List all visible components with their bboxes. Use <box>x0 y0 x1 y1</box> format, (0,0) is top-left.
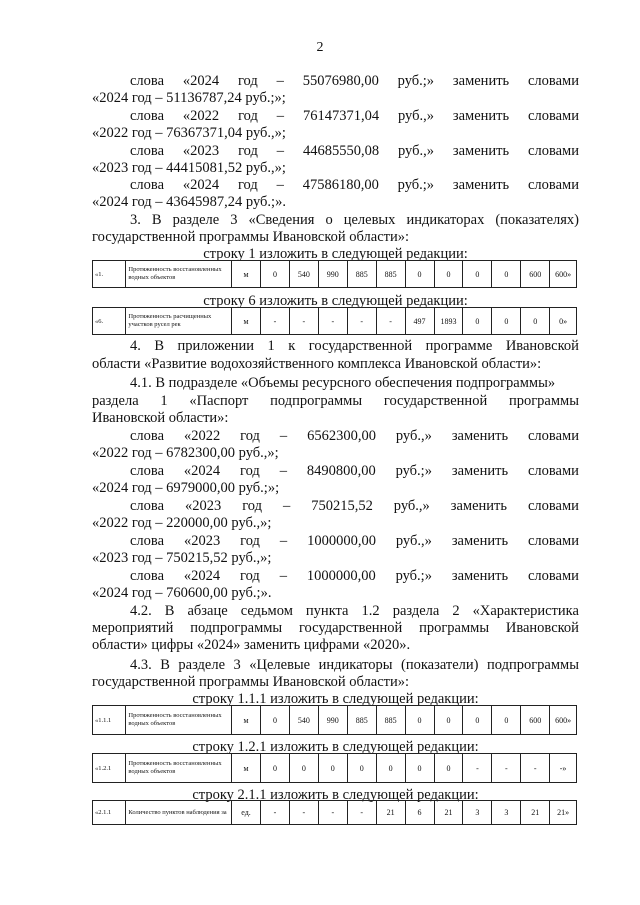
value-cell: - <box>289 308 318 335</box>
word: 6562300,00 <box>307 428 376 444</box>
word: (показатели) <box>401 657 479 673</box>
word: 1 <box>267 338 275 354</box>
value-cell: - <box>260 801 289 825</box>
text-line <box>130 657 579 674</box>
value-cell: 21 <box>376 801 405 825</box>
indicator-name-cell: Протяженность восстановленных водных объектов <box>126 754 232 783</box>
word: заменить <box>451 428 509 444</box>
text-line: 4.1. В подразделе «Объемы ресурсного обеспечения подпрограммы» <box>130 375 556 391</box>
value-cell: - <box>289 801 318 825</box>
word: руб.,» <box>397 143 434 159</box>
text-line: «2022 год – 220000,00 руб.,»; <box>92 515 272 531</box>
text-line: государственной программы Ивановской области»: <box>92 229 410 245</box>
word: «Сведения <box>248 212 315 228</box>
word: год <box>237 73 258 89</box>
text-line: «2024 год – 51136787,24 руб.;»; <box>92 90 286 106</box>
value-cell: 0 <box>318 754 347 783</box>
value-cell: - <box>376 308 405 335</box>
value-cell: 1893 <box>434 308 463 335</box>
word: слова <box>130 108 165 124</box>
text-line: области «Развитие водохозяйственного комплекса Ивановской области»: <box>92 356 542 372</box>
word: разделе <box>178 657 226 673</box>
row-number-cell: «1.2.1 <box>93 754 126 783</box>
value-cell: 21» <box>550 801 577 825</box>
word: заменить <box>450 498 507 514</box>
word: седьмом <box>240 603 293 619</box>
indicator-name-cell: Протяженность расчищенных участков русел рек <box>126 308 232 335</box>
value-cell: -» <box>550 754 577 783</box>
word: к <box>288 338 296 354</box>
text-line <box>130 568 579 585</box>
row-number-cell: «1. <box>93 261 126 288</box>
word: 3. <box>130 212 141 228</box>
word: Ивановской <box>505 620 579 636</box>
word: «2022 <box>183 428 221 444</box>
word: слова <box>130 463 165 479</box>
value-cell: 0 <box>405 706 434 735</box>
word: 55076980,00 <box>302 73 379 89</box>
word: слова <box>130 568 165 584</box>
word: «2023 <box>183 533 221 549</box>
word: заменить <box>452 73 510 89</box>
word: – <box>279 533 288 549</box>
indicator-table-row <box>92 705 577 735</box>
value-cell: 600 <box>521 261 550 288</box>
word: «2024 <box>182 73 220 89</box>
value-cell: - <box>521 754 550 783</box>
word: слова <box>130 177 165 193</box>
word: слова <box>130 143 165 159</box>
indicator-table-row <box>92 307 577 335</box>
word: год <box>238 143 258 159</box>
word: «2023 <box>182 143 220 159</box>
value-cell: 0 <box>405 754 434 783</box>
value-cell: 497 <box>405 308 434 335</box>
word: пункта <box>305 603 349 619</box>
word: заменить <box>452 108 510 124</box>
text-line <box>130 73 579 90</box>
text-line: строку 2.1.1 изложить в следующей редакции: <box>192 787 479 803</box>
word: словами <box>528 73 579 89</box>
value-cell: 885 <box>347 706 376 735</box>
text-line <box>130 143 579 160</box>
word: заменить <box>451 568 509 584</box>
word: 1.2 <box>361 603 380 619</box>
value-cell: 21 <box>521 801 550 825</box>
value-cell: 0 <box>260 706 289 735</box>
text-line <box>130 498 579 515</box>
word: 750215,52 <box>311 498 373 514</box>
word: – <box>276 177 284 193</box>
word: приложении <box>177 338 254 354</box>
word: – <box>279 568 287 584</box>
text-line: «2024 год – 43645987,24 руб.;». <box>92 194 286 210</box>
value-cell: 0 <box>492 706 521 735</box>
value-cell: 0 <box>405 261 434 288</box>
value-cell: 0 <box>463 706 492 735</box>
word: Ивановской <box>505 338 579 354</box>
value-cell: 0 <box>347 754 376 783</box>
word: год <box>237 177 258 193</box>
value-cell: 0 <box>434 261 463 288</box>
word: руб.;» <box>395 568 432 584</box>
word: руб.,» <box>393 498 430 514</box>
word: руб.;» <box>397 73 435 89</box>
word: абзаце <box>187 603 228 619</box>
word: В <box>164 603 175 619</box>
value-cell: 0 <box>289 754 318 783</box>
unit-cell: м <box>232 754 261 783</box>
word: руб.,» <box>395 428 432 444</box>
word: год <box>242 498 262 514</box>
value-cell: 0 <box>521 308 550 335</box>
value-cell: 885 <box>376 706 405 735</box>
value-cell: 885 <box>376 261 405 288</box>
word: 3 <box>230 212 238 228</box>
word: государственной <box>298 620 403 636</box>
word: словами <box>527 498 579 514</box>
word: индикаторы <box>318 657 393 673</box>
value-cell: - <box>260 308 289 335</box>
word: заменить <box>451 533 509 549</box>
word: 3 <box>233 657 241 673</box>
word: В <box>160 657 170 673</box>
text-line: «2022 год – 76367371,04 руб.,»; <box>92 125 286 141</box>
word: заменить <box>452 177 510 193</box>
value-cell: 3 <box>492 801 521 825</box>
row-number-cell: «1.1.1 <box>93 706 126 735</box>
text-line <box>92 393 579 410</box>
value-cell: - <box>347 308 376 335</box>
unit-cell: м <box>232 308 261 335</box>
value-cell: 600» <box>550 261 577 288</box>
text-line: государственной программы Ивановской области»: <box>92 674 410 690</box>
value-cell: 540 <box>289 261 318 288</box>
word: – <box>282 498 291 514</box>
unit-cell: м <box>232 261 261 288</box>
word: год <box>240 533 260 549</box>
word: словами <box>528 143 579 159</box>
word: руб.,» <box>395 533 432 549</box>
value-cell: 3 <box>463 801 492 825</box>
word: подпрограммы <box>190 620 283 636</box>
unit-cell: ед. <box>232 801 261 825</box>
word: год <box>240 428 260 444</box>
value-cell: 21 <box>434 801 463 825</box>
word: подпрограммы <box>486 657 579 673</box>
text-line: строку 1.1.1 изложить в следующей редакции: <box>192 691 479 707</box>
value-cell: - <box>492 754 521 783</box>
word: слова <box>130 533 165 549</box>
indicator-table-row <box>92 800 577 825</box>
word: 4.3. <box>130 657 152 673</box>
value-cell: 0 <box>463 261 492 288</box>
indicator-name-cell: Количество пунктов наблюдения за <box>126 801 232 825</box>
text-line <box>130 533 579 550</box>
word: словами <box>527 568 579 584</box>
word: словами <box>528 177 579 193</box>
value-cell: 0 <box>434 754 463 783</box>
value-cell: 600 <box>521 706 550 735</box>
text-line <box>130 212 579 229</box>
indicator-name-cell: Протяженность восстановленных водных объектов <box>126 706 232 735</box>
value-cell: 0 <box>492 308 521 335</box>
text-line <box>130 428 579 445</box>
word: «Характеристика <box>472 603 579 619</box>
value-cell: 0 <box>260 754 289 783</box>
word: – <box>276 73 284 89</box>
value-cell: 6 <box>405 801 434 825</box>
value-cell: - <box>347 801 376 825</box>
word: словами <box>528 108 579 124</box>
word: – <box>276 143 285 159</box>
word: словами <box>527 463 579 479</box>
word: 4. <box>130 338 141 354</box>
page-number: 2 <box>316 40 324 55</box>
value-cell: - <box>318 801 347 825</box>
word: раздела <box>92 393 139 409</box>
word: словами <box>528 428 579 444</box>
word: год <box>238 108 258 124</box>
text-line <box>130 338 579 355</box>
text-line: строку 1.2.1 изложить в следующей редакции: <box>192 739 479 755</box>
word: 4.2. <box>130 603 152 619</box>
indicator-table-row <box>92 753 577 783</box>
word: руб.;» <box>395 463 432 479</box>
text-line: «2024 год – 760600,00 руб.;». <box>92 585 272 601</box>
word: 1 <box>160 393 168 409</box>
word: «2024 <box>183 463 221 479</box>
word: 2 <box>452 603 460 619</box>
text-line: строку 1 изложить в следующей редакции: <box>203 246 468 262</box>
word: заменить <box>451 463 509 479</box>
word: программе <box>425 338 493 354</box>
word: слова <box>130 73 165 89</box>
text-line: «2023 год – 750215,52 руб.,»; <box>92 550 272 566</box>
value-cell: 0 <box>376 754 405 783</box>
word: 8490800,00 <box>306 463 376 479</box>
word: «2023 <box>184 498 222 514</box>
word: разделе <box>172 212 220 228</box>
value-cell: 885 <box>347 261 376 288</box>
value-cell: - <box>318 308 347 335</box>
word: целевых <box>343 212 396 228</box>
value-cell: 0 <box>260 261 289 288</box>
indicator-table-row <box>92 260 577 288</box>
word: «2024 <box>182 177 220 193</box>
word: «2022 <box>182 108 220 124</box>
text-line <box>130 108 579 125</box>
word: заменить <box>452 143 510 159</box>
word: 1000000,00 <box>307 533 376 549</box>
text-line: Ивановской области»: <box>92 410 229 426</box>
text-line: «2023 год – 44415081,52 руб.,»; <box>92 160 286 176</box>
word: программы <box>508 393 579 409</box>
word: год <box>240 463 260 479</box>
word: 1000000,00 <box>306 568 376 584</box>
value-cell: 0 <box>492 261 521 288</box>
word: подпрограммы <box>270 393 363 409</box>
word: мероприятий <box>92 620 174 636</box>
value-cell: 990 <box>318 706 347 735</box>
word: о <box>325 212 333 228</box>
text-line <box>130 463 579 480</box>
indicator-name-cell: Протяженность восстановленных водных объектов <box>126 261 232 288</box>
word: – <box>276 108 285 124</box>
word: слова <box>130 498 165 514</box>
row-number-cell: «6. <box>93 308 126 335</box>
text-line: «2024 год – 6979000,00 руб.;»; <box>92 480 280 496</box>
word: слова <box>130 428 165 444</box>
value-cell: 600» <box>550 706 577 735</box>
word: «2024 <box>183 568 221 584</box>
text-line: области» цифры «2024» заменить цифрами «2020». <box>92 637 411 653</box>
word: 76147371,04 <box>302 108 380 124</box>
row-number-cell: «2.1.1 <box>93 801 126 825</box>
value-cell: 0 <box>463 308 492 335</box>
word: В <box>151 212 162 228</box>
word: – <box>279 463 287 479</box>
word: «Паспорт <box>189 393 249 409</box>
text-line: «2022 год – 6782300,00 руб.,»; <box>92 445 279 461</box>
word: руб.;» <box>397 177 435 193</box>
unit-cell: м <box>232 706 261 735</box>
word: 47586180,00 <box>302 177 379 193</box>
word: В <box>154 338 165 354</box>
value-cell: 0» <box>550 308 577 335</box>
word: (показателях) <box>495 212 579 228</box>
text-line: строку 6 изложить в следующей редакции: <box>203 293 468 309</box>
text-line <box>130 603 579 620</box>
word: – <box>279 428 288 444</box>
word: руб.,» <box>397 108 434 124</box>
word: словами <box>528 533 579 549</box>
word: государственной <box>383 393 488 409</box>
word: раздела <box>392 603 440 619</box>
word: государственной <box>308 338 413 354</box>
value-cell: - <box>463 754 492 783</box>
value-cell: 990 <box>318 261 347 288</box>
word: «Целевые <box>249 657 311 673</box>
text-line <box>92 620 579 637</box>
word: год <box>240 568 260 584</box>
word: 44685550,08 <box>302 143 380 159</box>
word: программы <box>419 620 490 636</box>
text-line <box>130 177 579 194</box>
value-cell: 540 <box>289 706 318 735</box>
value-cell: 0 <box>434 706 463 735</box>
word: индикаторах <box>406 212 485 228</box>
